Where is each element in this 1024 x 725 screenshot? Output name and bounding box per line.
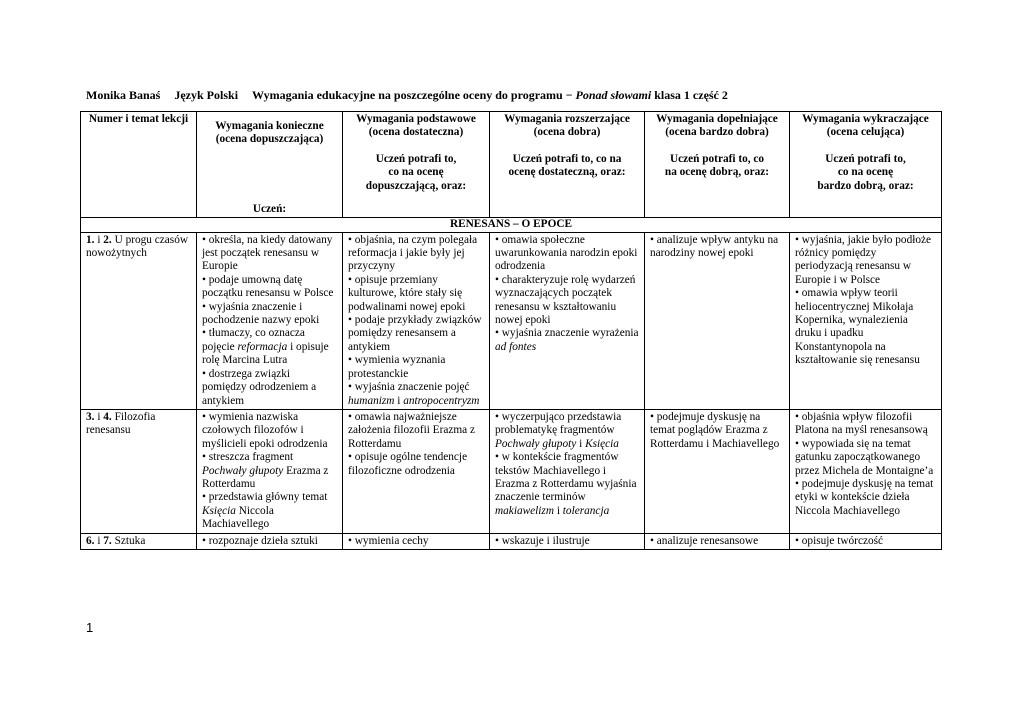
- col-header-lesson: Numer i temat lekcji: [81, 112, 197, 218]
- header-title-suffix: klasa 1 część 2: [654, 88, 728, 102]
- lesson-cell: 1. i 2. U progu czasów nowożytnych: [81, 232, 197, 409]
- complementary-cell: • podejmuje dyskusję na temat poglądów Erazma z Rotterdamu i Machiavellego: [645, 409, 790, 533]
- table-row: [81, 409, 942, 533]
- required-cell: • rozpoznaje dzieła sztuki: [197, 533, 343, 549]
- basic-cell: • wymienia cechy: [343, 533, 490, 549]
- exceeding-cell: • wyjaśnia, jakie było podłoże różnicy pomiędzy periodyzacją renesansu w Europie i w Polsce • omawia wpływ teorii heliocentrycznej Mikołaja Kopernika, wynalezienia druku i upadku Konstantynopola na kształtowanie się renesansu: [790, 232, 942, 409]
- exceeding-cell: • opisuje twórczość: [790, 533, 942, 549]
- table-row: [81, 533, 942, 549]
- header-subject: Język Polski: [174, 88, 239, 102]
- table-row: [81, 232, 942, 409]
- col-header-complementary: Wymagania dopełniające (ocena bardzo dobra) Uczeń potrafi to, co na ocenę dobrą, oraz:: [645, 112, 790, 218]
- extended-cell: • omawia społeczne uwarunkowania narodzin epoki odrodzenia • charakteryzuje rolę wydarzeń wyznaczających początek renesansu w kształtowaniu nowej epoki • wyjaśnia znaczenie wyrażenia ad fontes: [490, 232, 645, 409]
- lesson-cell: 3. i 4. Filozofia renesansu: [81, 409, 197, 533]
- col-header-exceeding: Wymagania wykraczające (ocena celująca) Uczeń potrafi to, co na ocenę bardzo dobrą, oraz:: [790, 112, 942, 218]
- document-header: [86, 88, 728, 103]
- required-cell: • określa, na kiedy datowany jest początek renesansu w Europie • podaje umowną datę początku renesansu w Polsce • wyjaśnia znaczenie i pochodzenie nazwy epoki • tłumaczy, co oznacza pojęcie reformacja i opisuje rolę Marcina Lutra • dostrzega związki pomiędzy odrodzeniem a antykiem: [197, 232, 343, 409]
- extended-cell: • wyczerpująco przedstawia problematykę fragmentów Pochwały głupoty i Księcia • w kontekście fragmentów tekstów Machiavellego i Erazma z Rotterdamu wyjaśnia znaczenie terminów makiawelizm i tolerancja: [490, 409, 645, 533]
- section-row: [81, 218, 942, 232]
- col-header-extended: Wymagania rozszerzające (ocena dobra) Uczeń potrafi to, co na ocenę dostateczną, oraz:: [490, 112, 645, 218]
- lesson-cell: 6. i 7. Sztuka: [81, 533, 197, 549]
- page-number: 1: [86, 620, 94, 635]
- basic-cell: • objaśnia, na czym polegała reformacja i jakie były jej przyczyny • opisuje przemiany kulturowe, które stały się podwalinami nowej epoki • podaje przykłady związków pomiędzy renesansem a antykiem • wymienia wyznania protestanckie • wyjaśnia znaczenie pojęć humanizm i antropocentryzm: [343, 232, 490, 409]
- header-author: Monika Banaś: [86, 88, 161, 102]
- requirements-table: [80, 111, 942, 550]
- required-cell: • wymienia nazwiska czołowych filozofów i myślicieli epoki odrodzenia • streszcza fragment Pochwały głupoty Erazma z Rotterdamu • przedstawia główny temat Księcia Niccola Machiavellego: [197, 409, 343, 533]
- col-header-required: Wymagania konieczne (ocena dopuszczająca) Uczeń:: [197, 112, 343, 218]
- exceeding-cell: • objaśnia wpływ filozofii Platona na myśl renesansową • wypowiada się na temat gatunku zapoczątkowanego przez Michela de Montaigne’a • podejmuje dyskusję na temat etyki w kontekście dzieła Niccola Machiavellego: [790, 409, 942, 533]
- header-program: Ponad słowami: [575, 88, 652, 102]
- header-title-prefix: Wymagania edukacyjne na poszczególne oceny do programu −: [252, 88, 573, 102]
- table-header-row: [81, 112, 942, 218]
- basic-cell: • omawia najważniejsze założenia filozofii Erazma z Rotterdamu • opisuje ogólne tendencje filozoficzne odrodzenia: [343, 409, 490, 533]
- complementary-cell: • analizuje renesansowe: [645, 533, 790, 549]
- col-header-basic: Wymagania podstawowe (ocena dostateczna) Uczeń potrafi to, co na ocenę dopuszczającą, oraz:: [343, 112, 490, 218]
- section-title: RENESANS – O EPOCE: [81, 218, 942, 232]
- extended-cell: • wskazuje i ilustruje: [490, 533, 645, 549]
- complementary-cell: • analizuje wpływ antyku na narodziny nowej epoki: [645, 232, 790, 409]
